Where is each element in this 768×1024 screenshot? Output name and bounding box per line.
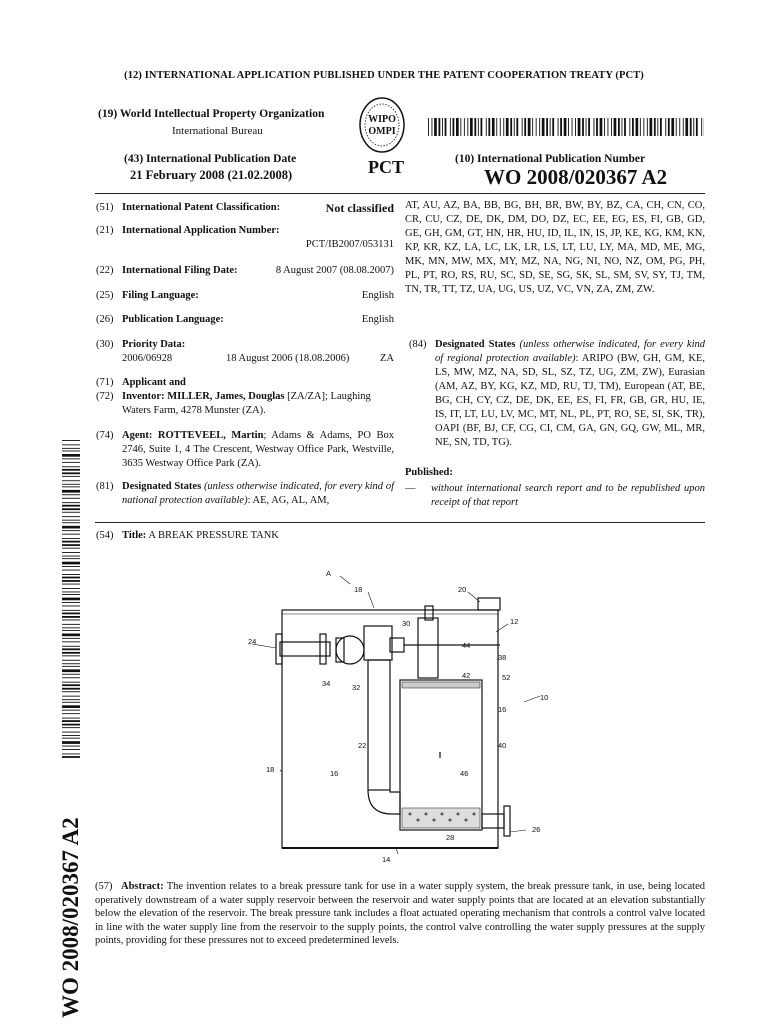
- barcode-bar: [62, 520, 80, 521]
- barcode-bar: [696, 118, 698, 136]
- outlet-pipe: [482, 814, 504, 828]
- barcode-bar: [614, 118, 617, 136]
- published-note: without international search report and to be republished upon receipt of that report: [431, 483, 705, 508]
- lid-box: [478, 598, 500, 610]
- title-field-54: (54) Title: A BREAK PRESSURE TANK: [96, 530, 279, 541]
- barcode-bar: [647, 118, 648, 136]
- figure-label: 28: [446, 833, 455, 842]
- barcode-bar: [622, 118, 623, 136]
- filing-language-value: English: [361, 290, 394, 301]
- barcode-bar: [62, 613, 80, 615]
- barcode-bar: [62, 562, 80, 565]
- filing-date-value: 8 August 2007 (08.08.2007): [275, 265, 394, 276]
- barcode-bar: [671, 118, 674, 136]
- barcode-bar: [657, 118, 658, 136]
- barcode-bar: [62, 648, 80, 650]
- barcode-bar: [62, 598, 80, 601]
- barcode-bar: [629, 118, 630, 136]
- barcode-bar: [503, 118, 504, 136]
- barcode-bar: [62, 699, 80, 700]
- barcode-bar: [428, 118, 429, 136]
- barcode-bar: [62, 458, 80, 459]
- barcode-bar: [532, 118, 533, 136]
- inlet-pipe: [280, 642, 330, 656]
- barcode-bar: [62, 448, 80, 449]
- barcode-bar: [62, 646, 80, 647]
- barcode-bar: [467, 118, 468, 136]
- barcode-bar: [62, 480, 80, 481]
- barcode-bar: [685, 118, 688, 136]
- barcode-bar: [539, 118, 540, 136]
- pct-label: PCT: [368, 157, 404, 177]
- wipo-seal-icon: [358, 96, 406, 154]
- published-section: Published: — without international search report and to be republished upon receipt of that report: [405, 467, 705, 508]
- barcode-bar: [552, 118, 554, 136]
- barcode-bar: [62, 526, 80, 529]
- designated-states-81-continued: AT, AU, AZ, BA, BB, BG, BH, BR, BW, BY, BZ, CA, CH, CN, CO, CR, CU, CZ, DE, DK, DM, DO, DZ, EC, EE, EG, ES, FI, GB, GD, GE, GH, GM, GT, HN, HR, HU, ID, IL, IN, IS, JP, KE, KG, KM, KN, KP, KR, KZ, LA, LC, LK, LR, LS, LT, LU, LY, MA, MD, ME, MG, MK, MN, MW, MX, MY, MZ, NA, NG, NI, NO, NZ, OM, PG, PH, PL, PT, RO, RS, RU, SC, SD, SE, SG, SK, SL, SM, SV, SY, TJ, TM, TN, TR, TT, TZ, UA, UG, US, UZ, VC, VN, ZA, ZM, ZW.: [405, 200, 705, 295]
- figure-label: 18: [266, 765, 275, 774]
- barcode-bar: [632, 118, 634, 136]
- header-rule: [95, 193, 705, 194]
- barcode-bar: [575, 118, 576, 136]
- barcode-bar: [439, 118, 441, 136]
- barcode-bar: [514, 118, 515, 136]
- agent-address: ; Adams & Adams, PO Box 2746, Suite 1, 4 The Crescent, Westway Office Park, Westville, 3635 Westway Office Park (ZA).: [122, 430, 394, 469]
- barcode-bar: [62, 558, 80, 559]
- barcode-bar: [442, 118, 443, 136]
- barcode-bar: [62, 674, 80, 675]
- barcode-bar: [578, 118, 581, 136]
- barcode-bar: [516, 118, 518, 136]
- barcode-bar: [701, 118, 702, 136]
- figure-label: 18: [354, 585, 363, 594]
- barcode-bar: [62, 566, 80, 567]
- down-pipe: [368, 660, 390, 790]
- barcode-bar: [611, 118, 612, 136]
- barcode-bar: [474, 118, 476, 136]
- barcode-bar: [62, 469, 80, 471]
- barcode-bar: [470, 118, 473, 136]
- figure-label: 20: [458, 585, 467, 594]
- float-chamber: [400, 680, 482, 830]
- figure-label: 22: [358, 741, 367, 750]
- barcode-bar: [572, 118, 573, 136]
- barcode-bar: [62, 502, 80, 503]
- barcode-bar: [506, 118, 509, 136]
- barcode-bar: [62, 541, 80, 543]
- barcode-bar: [62, 490, 80, 493]
- field-30: (30) Priority Data: 2006/06928 18 August 2006 (18.08.2006) ZA: [96, 339, 394, 364]
- figure-label: 46: [460, 769, 469, 778]
- barcode-bar: [62, 570, 80, 571]
- barcode-bar: [62, 440, 80, 441]
- barcode-bar: [62, 652, 80, 654]
- barcode-bar: [62, 630, 80, 631]
- barcode-bar: [62, 462, 80, 463]
- barcode-bar: [496, 118, 497, 136]
- barcode-bar: [62, 641, 80, 642]
- barcode-bar: [62, 669, 80, 672]
- application-number-value: PCT/IB2007/053131: [305, 239, 394, 250]
- field-84: (84) Designated States (unless otherwise indicated, for every kind of regional protection available): ARIPO (BW, GH, GM, KE, LS, MW, MZ, NA, SD, SL, SZ, TZ, UG, ZM, ZW), Eurasian (AM, AZ, BY, KG, KZ, MD, RU, TJ, TM), European (AT, BE, BG, CH, CY, CZ, DE, DK, EE, ES, FI, FR, GB, GR, HU, IE, IS, IT, LT, LU, LV, MC, MT, NL, PL, PT, RO, SE, SI, SK, TR), OAPI (BF, BJ, CF, CG, CI, CM, GA, GN, GQ, GW, ML, MR, NE, SN, TD, TG).: [409, 339, 706, 448]
- barcode-bar: [62, 484, 80, 485]
- barcode-bar: [62, 530, 80, 531]
- barcode-bar: [62, 666, 80, 667]
- barcode-bar: [62, 556, 80, 557]
- barcode-bar: [62, 498, 80, 499]
- barcode-bar: [62, 594, 80, 595]
- figure-label: 26: [532, 825, 541, 834]
- barcode-bar: [596, 118, 598, 136]
- figure-label: A: [326, 569, 332, 578]
- barcode-bar: [62, 444, 80, 445]
- field-26: (26) Publication Language: English: [96, 314, 394, 325]
- barcode-bar: [62, 610, 80, 611]
- barcode-bar: [660, 118, 662, 136]
- barcode-bar: [432, 118, 433, 136]
- barcode-bar: [62, 584, 80, 585]
- barcode-bar: [522, 118, 523, 136]
- barcode-bar: [560, 118, 562, 136]
- barcode-bar: [434, 118, 437, 136]
- barcode-bar: [62, 620, 80, 621]
- figure-label: 14: [382, 855, 391, 864]
- barcode-bar: [62, 624, 80, 625]
- barcode-bar: [600, 118, 603, 136]
- priority-date: 18 August 2006 (18.08.2006): [226, 353, 350, 364]
- barcode-bar: [62, 512, 80, 513]
- figure-label: 24: [248, 637, 257, 646]
- barcode-bar: [62, 534, 80, 535]
- field-22: (22) International Filing Date: 8 August 2007 (08.08.2007): [96, 265, 394, 276]
- barcode-bar: [62, 476, 80, 477]
- barcode-bar: [62, 538, 80, 539]
- figure-label: 30: [402, 619, 411, 628]
- field-51: (51) International Patent Classification: Not classified: [96, 201, 394, 215]
- barcode-bar: [654, 118, 656, 136]
- title-value: A BREAK PRESSURE TANK: [148, 530, 279, 541]
- barcode-bar: [542, 118, 545, 136]
- barcode-side: [62, 440, 80, 758]
- barcode-bar: [62, 466, 80, 467]
- barcode-bar: [604, 118, 605, 136]
- barcode-bar: [640, 118, 641, 136]
- barcode-bar: [524, 118, 526, 136]
- barcode-bar: [608, 118, 609, 136]
- figure-label: 40: [498, 741, 507, 750]
- svg-text:OMPI: OMPI: [368, 126, 396, 137]
- barcode-bar: [510, 118, 512, 136]
- barcode-bar: [550, 118, 551, 136]
- barcode-bar: [453, 118, 455, 136]
- barcode-bar: [62, 660, 80, 661]
- barcode-bar: [460, 118, 461, 136]
- organization-name: (19) World Intellectual Property Organization: [98, 108, 325, 120]
- inventor-name: MILLER, James, Douglas: [167, 391, 285, 402]
- barcode-bar: [62, 522, 80, 523]
- barcode-bar: [62, 702, 80, 703]
- barcode-bar: [564, 118, 567, 136]
- barcode-bar: [62, 684, 80, 686]
- barcode-bar: [528, 118, 531, 136]
- barcode-bar: [668, 118, 670, 136]
- barcode-bar: [62, 588, 80, 589]
- field-72: (72) Inventor: MILLER, James, Douglas [ZA/ZA]; Laughing Waters Farm, 4278 Munster (ZA).: [96, 391, 371, 416]
- barcode-bar: [62, 544, 80, 546]
- publication-language-value: English: [361, 314, 394, 325]
- field-74: (74) Agent: ROTTEVEEL, Martin; Adams & Adams, PO Box 2746, Suite 1, 4 The Crescent, Westway Office Park, Westville, 3635 Westway Office Park (ZA).: [96, 430, 394, 469]
- field-81: (81) Designated States (unless otherwise indicated, for every kind of national protection available): AE, AG, AL, AM,: [96, 481, 394, 506]
- barcode-bar: [62, 627, 80, 628]
- svg-text:WIPO: WIPO: [368, 114, 396, 125]
- barcode-bar: [478, 118, 479, 136]
- barcode-bar: [62, 713, 80, 714]
- barcode-bar: [464, 118, 465, 136]
- barcode-bar: [62, 682, 80, 683]
- barcode-bar: [62, 705, 80, 708]
- figure-label: 10: [540, 693, 549, 702]
- barcode-bar: [62, 508, 80, 510]
- figure-label: 34: [322, 679, 331, 688]
- barcode-bar: [62, 592, 80, 593]
- barcode-bar: [62, 552, 80, 553]
- barcode-bar: [62, 638, 80, 639]
- barcode-bar: [546, 118, 548, 136]
- barcode-bar: [62, 454, 80, 457]
- barcode-bar: [536, 118, 537, 136]
- publication-number-label: (10) International Publication Number: [455, 153, 646, 165]
- barcode-bar: [62, 494, 80, 495]
- barcode-bar: [693, 118, 694, 136]
- barcode-bar: [62, 606, 80, 607]
- figure-label: 16: [330, 769, 339, 778]
- priority-country: ZA: [380, 353, 394, 364]
- barcode-bar: [445, 118, 447, 136]
- published-label: Published:: [405, 467, 453, 478]
- control-valve: [336, 636, 364, 664]
- barcode-bar: [62, 602, 80, 603]
- barcode-bar: [582, 118, 584, 136]
- barcode-bar: [62, 486, 80, 487]
- figure-label: 42: [462, 671, 471, 680]
- barcode-bar: [450, 118, 451, 136]
- priority-application: 2006/06928: [122, 353, 173, 364]
- barcode-bar: [62, 688, 80, 690]
- barcode-bar: [62, 451, 80, 452]
- field-71: (71) Applicant and: [96, 377, 186, 388]
- barcode-bar: [62, 634, 80, 637]
- barcode-bar: [588, 118, 590, 136]
- barcode-bar: [636, 118, 639, 136]
- barcode-bar: [618, 118, 620, 136]
- barcode-bar: [62, 516, 80, 517]
- barcode-bar: [690, 118, 692, 136]
- barcode-bar: [62, 577, 80, 579]
- figure-label: 32: [352, 683, 361, 692]
- field-25: (25) Filing Language: English: [96, 290, 394, 301]
- barcode-bar: [62, 696, 80, 697]
- barcode-bar: [62, 710, 80, 711]
- barcode-bar: [62, 580, 80, 582]
- ipc-value: Not classified: [325, 201, 394, 215]
- barcode-bar: [62, 574, 80, 575]
- inventor-address: [ZA/ZA]; Laughing Waters Farm, 4278 Munster (ZA).: [122, 391, 371, 416]
- barcode-bar: [62, 655, 80, 656]
- barcode-bar: [594, 118, 595, 136]
- figure-label: 52: [502, 673, 511, 682]
- title-rule: [95, 522, 705, 523]
- barcode-top: [428, 118, 704, 136]
- barcode-bar: [492, 118, 495, 136]
- barcode-bar: [62, 616, 80, 618]
- barcode-bar: [665, 118, 666, 136]
- abstract-text: The invention relates to a break pressure tank for use in a water supply system, the break pressure tank, in use, being located operatively downstream of a water supply reservoir between the reservoir and water supply points that are located at an elevation substantially below the elevation of the reservoir. The break pressure tank includes a float actuated operating mechanism that controls a control valve located in line with the water supply line from the reservoir to the supply points, the control valve controlling the water supply pressures at the supply points, providing for these pressures not to exceed predetermined levels.: [95, 881, 705, 946]
- figure-label: 16: [498, 705, 507, 714]
- barcode-bar: [486, 118, 487, 136]
- barcode-bar: [558, 118, 559, 136]
- barcode-bar: [500, 118, 501, 136]
- barcode-bar: [481, 118, 483, 136]
- figure-label: 12: [510, 617, 519, 626]
- barcode-bar: [62, 663, 80, 664]
- barcode-bar: [676, 118, 677, 136]
- organization-subtitle: International Bureau: [172, 125, 263, 137]
- field-21: (21) International Application Number: PCT/IB2007/053131: [96, 225, 394, 250]
- side-publication-number: WO 2008/020367 A2: [58, 817, 83, 1018]
- barcode-bar: [456, 118, 459, 136]
- figure-label: 44: [462, 641, 471, 650]
- barcode-bar: [62, 677, 80, 678]
- barcode-bar: [624, 118, 626, 136]
- barcode-bar: [586, 118, 587, 136]
- barcode-bar: [488, 118, 490, 136]
- abstract: (57) Abstract: The invention relates to a break pressure tank for use in a water supply system, the break pressure tank, in use, being located operatively downstream of a water supply reservoir between the reservoir and water supply points that are located at an elevation substantially below the elevation of the reservoir. The break pressure tank includes a float actuated operating mechanism that controls a control valve located in line with the water supply line from the reservoir to the supply points, the control valve controlling the water supply pressures at the supply points, providing for these pressures not to exceed predetermined levels.: [95, 881, 705, 946]
- barcode-bar: [679, 118, 680, 136]
- publication-number-value: WO 2008/020367 A2: [484, 165, 668, 189]
- treaty-line: (12) INTERNATIONAL APPLICATION PUBLISHED UNDER THE PATENT COOPERATION TREATY (PCT): [124, 70, 644, 81]
- figure-label: 38: [498, 653, 507, 662]
- publication-date-label: (43) International Publication Date: [124, 153, 297, 165]
- barcode-bar: [62, 472, 80, 474]
- break-pressure-tank-figure: [240, 562, 570, 880]
- barcode-bar: [62, 691, 80, 692]
- barcode-bar: [650, 118, 653, 136]
- publication-date-value: 21 February 2008 (21.02.2008): [130, 168, 293, 182]
- barcode-bar: [568, 118, 569, 136]
- agent-name: ROTTEVEEL, Martin: [157, 430, 264, 441]
- barcode-bar: [643, 118, 644, 136]
- barcode-bar: [683, 118, 684, 136]
- barcode-bar: [62, 548, 80, 549]
- barcode-bar: [62, 505, 80, 507]
